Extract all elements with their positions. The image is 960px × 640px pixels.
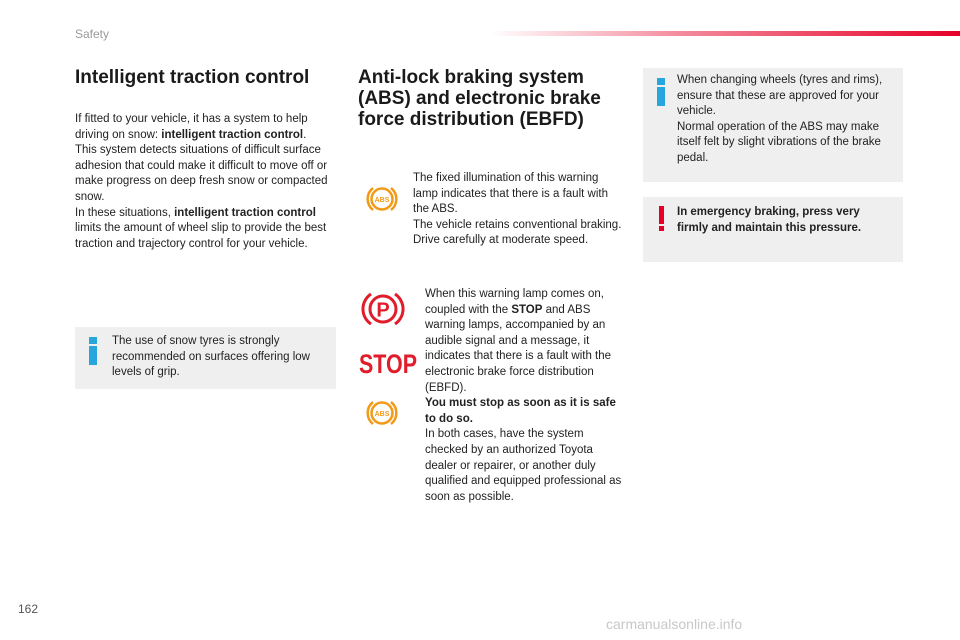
svg-text:STOP: STOP: [359, 349, 417, 379]
page-number: 162: [18, 602, 39, 616]
wheel-change-note: [643, 68, 903, 182]
parking-brake-lamp-icon: [362, 288, 404, 330]
snow-tyres-note-text: The use of snow tyres is strongly recommended on surfaces offering low levels of grip.: [112, 335, 310, 379]
info-icon: [89, 337, 97, 365]
traction-description: [75, 112, 337, 252]
traction-paragraph-3: In these situations, intelligent traction control limits the amount of wheel slip to provide the best traction and trajectory control for your vehicle.: [75, 206, 327, 250]
emergency-braking-note-text: In emergency braking, press very firmly and maintain this pressure.: [677, 206, 862, 234]
wheel-change-note-text: [677, 73, 899, 167]
heading-abs-ebfd: Anti-lock braking system (ABS) and electronic brake force distribution (EBFD): [358, 67, 601, 130]
abs-braking-advice: The vehicle retains conventional braking. Drive carefully at moderate speed.: [413, 218, 622, 247]
exclamation-icon: [659, 206, 665, 231]
abs-fault-text: The fixed illumination of this warning lamp indicates that there is a fault with the ABS.: [413, 172, 608, 216]
snow-tyres-note: [75, 327, 336, 389]
traction-paragraph-2: This system detects situations of difficult surface adhesion that could make it difficult to move off or make progress on deep fresh snow or compacted snow.: [75, 144, 328, 203]
abs-fault-description: [413, 171, 623, 249]
abs-vibration-text: Normal operation of the ABS may make itself felt by slight vibrations of the brake pedal.: [677, 120, 881, 164]
stop-instruction: You must stop as soon as it is safe to do so.: [425, 397, 616, 425]
abs-warning-lamp-icon: [366, 183, 398, 215]
wheel-approval-text: When changing wheels (tyres and rims), ensure that these are approved for your vehicle.: [677, 74, 883, 118]
section-label: Safety: [75, 27, 110, 41]
emergency-braking-note: [643, 197, 903, 262]
traction-paragraph-1: If fitted to your vehicle, it has a system to help driving on snow: intelligent traction control.: [75, 113, 308, 141]
svg-text:ABS: ABS: [374, 197, 390, 204]
watermark: carmanualsonline.info: [606, 616, 743, 632]
ebfd-fault-text: When this warning lamp comes on, coupled with the STOP and ABS warning lamps, accompanied by an audible signal and a message, it indicates that there is a fault with the electronic brake force distribution (EBFD).: [425, 288, 612, 394]
heading-intelligent-traction: Intelligent traction control: [75, 67, 310, 88]
svg-text:ABS: ABS: [374, 411, 390, 418]
header-accent-bar: [490, 31, 960, 36]
ebfd-fault-description: [425, 287, 623, 505]
abs-warning-lamp-icon: [366, 397, 398, 429]
svg-text:P: P: [376, 299, 390, 322]
dealer-check-advice: In both cases, have the system checked by an authorized Toyota dealer or repairer, or another duly qualified and equipped professional as soon as possible.: [425, 428, 622, 503]
stop-warning-lamp-icon: [358, 347, 418, 377]
info-icon: [657, 78, 665, 106]
